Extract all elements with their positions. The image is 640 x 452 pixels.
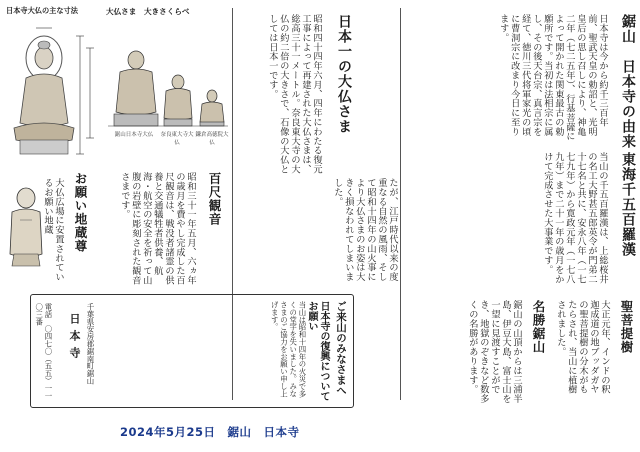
size-comparison xyxy=(106,6,230,166)
section-title-yurai: 鋸山 日本寺の由来 xyxy=(620,14,636,149)
jizo-statue-icon xyxy=(4,180,48,272)
section-body-yurai: 日本寺は今から約千三百年前、聖武天皇の勅詔と、光明皇后の思し召しにより、神亀二年（七二五年）、行基菩薩によって開かれた関東最古の勅願所です。当初は法相宗に属し、その後天台宗、真言宗を経て、徳川三代将軍家光の頃に曹洞宗に改まり今日に至ります。 xyxy=(497,14,608,141)
section-body-daibutsu: 昭和四十四年六月、四年にわたる復元工事によって再建された大仏さまは、総高三十一メートル。奈良東大寺の大仏の約二倍の大きさで、石像の大仏としては日本一です。 xyxy=(266,14,322,174)
comparison-title: 大仏さま 大きさくらべ xyxy=(106,7,190,16)
section-title-meisho: 名勝鋸山 xyxy=(531,300,546,354)
section-title-kannon: 百尺観音 xyxy=(207,172,222,226)
section-body-jizo: 大仏広場に安置されているお願い地蔵 xyxy=(41,178,64,282)
section-body-rakan: 当山の千五百羅漢は、上総桜井の名工大野甚五郎英令が門弟二十七名と共に、安永八年（一七七九年）から寛政元年（一七八九年）まで二十一年の歳月をかけて完成させた大事業です。 xyxy=(541,152,608,284)
notice-subtitle: 日本寺の復興についてお願い xyxy=(306,301,329,401)
section-body-kannon: 昭和三十一年五月、六ヵ年の歳月を費やし完成した百尺観音は、戦没者諸霊の供養と交通犠牲者供養、航海・航空の安全を祈って山腹の岩壁に彫刻された観音さまです。 xyxy=(118,172,196,285)
notice-title: ご来山のみなさまへ xyxy=(335,301,347,396)
section-title-daibutsu: 日本一の大仏さま xyxy=(336,14,352,134)
buddha-statue-drawing-icon xyxy=(6,18,102,168)
section-title-rakan: 東海千五百羅漢 xyxy=(620,152,636,257)
section-body-meisho: 鋸山の山頂からは三浦半島、伊豆大島、富士山を一望に見渡すことができ、地獄のぞきなど数多くの名勝があります。 xyxy=(466,300,522,404)
section-title-bodaiju: 聖菩提樹 xyxy=(619,300,634,354)
notice-body: 当山は昭和十四年の火災で多くの堂宇を失いました。みなさまのご協力をお願い申し上げます。 xyxy=(270,301,307,398)
notice-phone: 電話 〇四七〇（五五）一一〇三番 xyxy=(34,303,53,400)
figure-title: 日本寺大仏の主な寸法 xyxy=(6,6,78,15)
section-body-daibutsu-cont: たが、江戸時代以来の度重なる自然の風雨、そして昭和十四年の山火事により大仏さまのお姿は大きく損なわれてしまいました。 xyxy=(331,178,398,282)
section-title-jizo: お願い地蔵尊 xyxy=(73,172,88,253)
column-divider xyxy=(400,8,401,400)
caption-todaiji: 奈良東大寺大仏 xyxy=(160,132,194,146)
caption-kamakura: 鎌倉高徳院大仏 xyxy=(195,132,229,146)
notice-box xyxy=(30,294,354,408)
caption-nihonji: 鋸山日本寺大仏 xyxy=(114,132,154,138)
section-body-bodaiju: 大正元年、インドの釈迦成道の地ブッダガヤの聖菩提樹の分木がもたらされ、当山に植樹されました。 xyxy=(554,300,610,394)
dimension-figure xyxy=(6,6,102,166)
notice-address: 千葉県安房郡鋸南町鋸山 xyxy=(86,303,95,385)
footer-date: 2024年5月25日 鋸山 日本寺 xyxy=(120,425,300,439)
notice-temple-name: 日本寺 xyxy=(68,313,81,364)
